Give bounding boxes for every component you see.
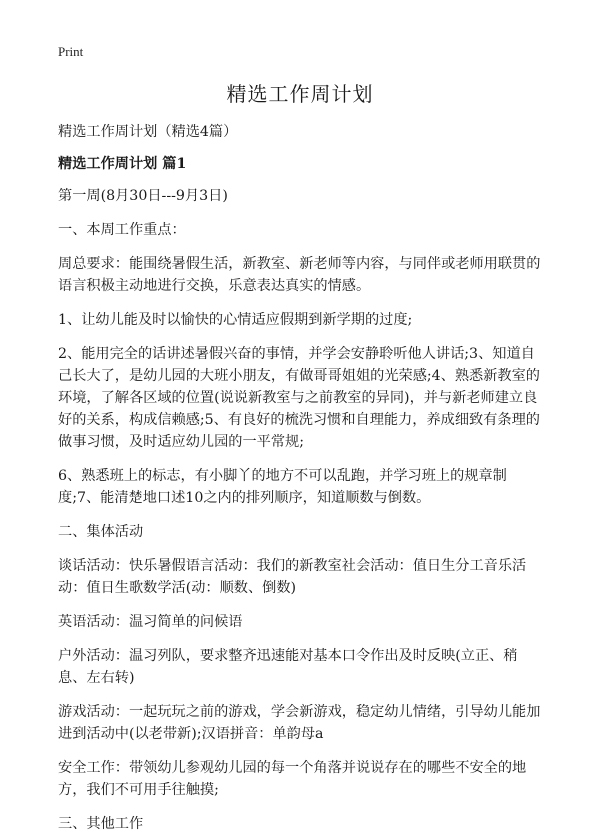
paragraph-outdoor-activity: 户外活动：温习列队，要求整齐迅速能对基本口令作出及时反映(立正、稍息、左右转)	[58, 648, 518, 686]
section-heading: 精选工作周计划 篇1	[58, 156, 187, 172]
heading-group-activities: 二、集体活动	[58, 524, 144, 540]
paragraph-game-activity: 游戏活动：一起玩玩之前的游戏，学会新游戏，稳定幼儿情绪，引导幼儿能加进到活动中(以老带新);汉语拼音：单韵母a	[58, 704, 541, 742]
document-subtitle: 精选工作周计划（精选4篇）	[58, 124, 238, 140]
week-range: 第一周(8月30日---9月3日)	[58, 188, 228, 204]
document-title: 精选工作周计划	[226, 82, 374, 106]
paragraph-talk-activity: 谈话活动：快乐暑假语言活动：我们的新教室社会活动：值日生分工音乐活动：值日生歌数学活(动：顺数、倒数)	[58, 558, 527, 596]
print-label: Print	[58, 44, 84, 59]
paragraph-goals-6-7: 6、熟悉班上的标志，有小脚丫的地方不可以乱跑，并学习班上的规章制度;7、能清楚地口述10之内的排列顺序，知道顺数与倒数。	[58, 468, 507, 506]
paragraph-goal-1: 1、让幼儿能及时以愉快的心情适应假期到新学期的过度;	[58, 312, 413, 328]
paragraph-goals-2-5: 2、能用完全的话讲述暑假兴奋的事情，并学会安静聆听他人讲话;3、知道自己长大了，是幼儿园的大班小朋友，有做哥哥姐姐的光荣感;4、熟悉新教室的环境，了解各区域的位置(说说新教室与之前教室的异同)，并与新老师建立良好的关系，构成信赖感;5、有良好的梳洗习惯和自理能力，养成细致有条理的做事习惯，及时适应幼儿园的一平常规;	[58, 346, 540, 450]
paragraph-english-activity: 英语活动：温习简单的问候语	[58, 614, 243, 630]
heading-key-points: 一、本周工作重点：	[58, 222, 186, 238]
heading-other-work: 三、其他工作	[58, 816, 144, 832]
paragraph-overall-requirement: 周总要求：能围绕暑假生活，新教室、新老师等内容，与同伴或老师用联贯的语言积极主动地进行交换，乐意表达真实的情感。	[58, 256, 541, 294]
paragraph-safety-work: 安全工作：带领幼儿参观幼儿园的每一个角落并说说存在的哪些不安全的地方，我们不可用手往触摸;	[58, 760, 527, 798]
